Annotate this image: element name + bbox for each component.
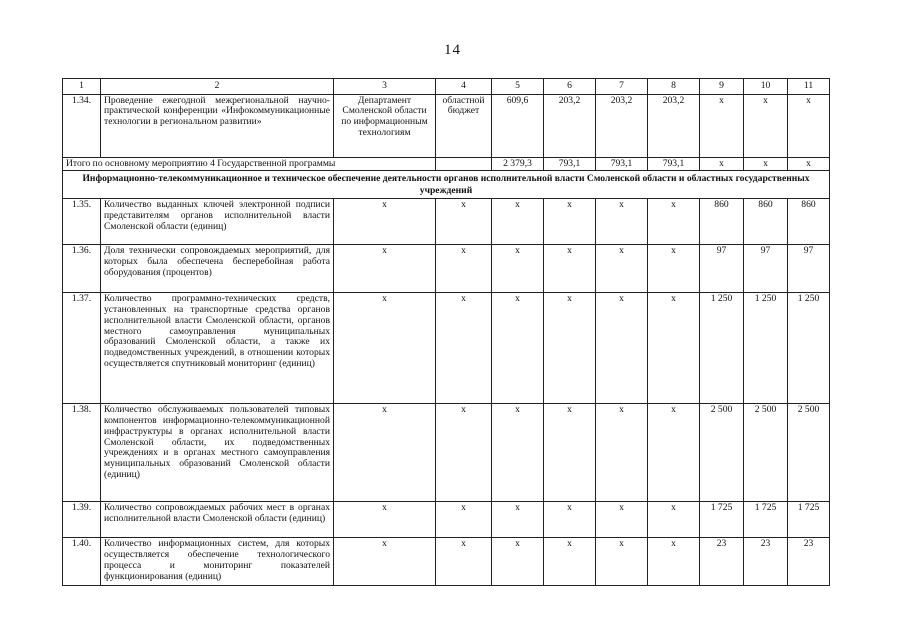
row-value: х [492, 538, 544, 586]
row-value: 860 [788, 199, 830, 245]
column-header: 7 [596, 79, 648, 95]
column-header: 6 [544, 79, 596, 95]
row-value: 97 [788, 245, 830, 293]
row-value: х [544, 245, 596, 293]
row-description: Количество информационных систем, для которых осуществляется обеспечение технологического процесса и мониторинг показателей функционирования (единиц) [101, 538, 334, 586]
row-value: х [544, 502, 596, 538]
row-value: х [648, 199, 700, 245]
row-value: х [700, 94, 744, 157]
column-header: 4 [436, 79, 492, 95]
row-value: 97 [744, 245, 788, 293]
row-description: Проведение ежегодной межрегиональной научно-практической конференции «Инфокоммуникационные технологии в региональном развитии» [101, 94, 334, 157]
row-executor: Департамент Смоленской области по информационным технологиям [334, 94, 436, 157]
row-value: х [648, 404, 700, 502]
row-value: х [334, 502, 436, 538]
section-header-row [63, 171, 830, 199]
row-value: х [492, 293, 544, 404]
total-value: 793,1 [596, 157, 648, 171]
column-header: 9 [700, 79, 744, 95]
row-value: х [492, 404, 544, 502]
row-value: х [334, 293, 436, 404]
row-value: 203,2 [596, 94, 648, 157]
row-value: х [544, 404, 596, 502]
row-value: 2 500 [744, 404, 788, 502]
column-header: 3 [334, 79, 436, 95]
row-value: 1 725 [788, 502, 830, 538]
row-value: 1 250 [744, 293, 788, 404]
row-value: 860 [700, 199, 744, 245]
table-row [63, 245, 830, 293]
row-number: 1.35. [63, 199, 101, 245]
row-value: х [648, 245, 700, 293]
row-value: х [648, 502, 700, 538]
row-value: х [492, 245, 544, 293]
row-value: х [596, 502, 648, 538]
table-row [63, 404, 830, 502]
page-number: 14 [444, 42, 461, 58]
total-value: 2 379,3 [492, 157, 544, 171]
row-value: х [492, 502, 544, 538]
row-value: х [334, 245, 436, 293]
row-value: х [492, 199, 544, 245]
row-value: 2 500 [700, 404, 744, 502]
total-value: 793,1 [648, 157, 700, 171]
row-value: 97 [700, 245, 744, 293]
row-value: 23 [744, 538, 788, 586]
row-value: х [436, 404, 492, 502]
row-value: х [648, 538, 700, 586]
row-value: х [596, 404, 648, 502]
total-label: Итого по основному мероприятию 4 Государственной программы [63, 157, 436, 171]
row-description: Количество сопровождаемых рабочих мест в органах исполнительной власти Смоленской области (единиц) [101, 502, 334, 538]
row-number: 1.38. [63, 404, 101, 502]
table-row [63, 538, 830, 586]
row-value: х [334, 538, 436, 586]
row-description: Количество программно-технических средств, установленных на транспортные средства органов исполнительной власти Смоленской области, органов местного самоуправления муниципальных образований Смоленской области, а также их подведомственных учреждений, в отношении которых осуществляется спутниковый мониторинг (единиц) [101, 293, 334, 404]
row-value: х [596, 293, 648, 404]
row-value: х [436, 293, 492, 404]
row-value: 2 500 [788, 404, 830, 502]
total-value: х [700, 157, 744, 171]
row-value: х [596, 538, 648, 586]
total-value: х [788, 157, 830, 171]
table-row [63, 293, 830, 404]
row-value: 860 [744, 199, 788, 245]
row-value: 1 725 [744, 502, 788, 538]
row-value: 1 725 [700, 502, 744, 538]
table-row [63, 199, 830, 245]
row-value: 203,2 [648, 94, 700, 157]
row-number: 1.34. [63, 94, 101, 157]
total-value: 793,1 [544, 157, 596, 171]
row-value: 609,6 [492, 94, 544, 157]
row-description: Количество обслуживаемых пользователей типовых компонентов информационно-телекоммуникационной инфраструктуры в органах исполнительной власти Смоленской области, их подведомственных учреждениях и в органах местного самоуправления муниципальных образований Смоленской области (единиц) [101, 404, 334, 502]
total-empty-cell [436, 157, 492, 171]
row-value: х [436, 538, 492, 586]
column-header: 11 [788, 79, 830, 95]
section-title: Информационно-телекоммуникационное и техническое обеспечение деятельности органов исполнительной власти Смоленской области и областных государственных учреждений [63, 171, 830, 199]
row-description: Доля технически сопровождаемых мероприятий, для которых была обеспечена бесперебойная работа оборудования (процентов) [101, 245, 334, 293]
table-row [63, 94, 830, 157]
column-header: 5 [492, 79, 544, 95]
row-value: х [436, 245, 492, 293]
row-value: 23 [788, 538, 830, 586]
row-number: 1.39. [63, 502, 101, 538]
row-value: 203,2 [544, 94, 596, 157]
row-value: х [788, 94, 830, 157]
row-value: х [596, 199, 648, 245]
row-description: Количество выданных ключей электронной подписи представителям органов исполнительной власти Смоленской области (единиц) [101, 199, 334, 245]
program-table [62, 78, 830, 586]
column-header: 10 [744, 79, 788, 95]
row-funding-source: областной бюджет [436, 94, 492, 157]
row-value: 1 250 [700, 293, 744, 404]
row-value: х [334, 404, 436, 502]
total-value: х [744, 157, 788, 171]
row-value: х [436, 199, 492, 245]
row-value: х [648, 293, 700, 404]
row-value: х [544, 199, 596, 245]
row-number: 1.40. [63, 538, 101, 586]
row-value: 23 [700, 538, 744, 586]
row-value: х [544, 538, 596, 586]
column-header: 8 [648, 79, 700, 95]
row-value: х [544, 293, 596, 404]
row-value: х [744, 94, 788, 157]
total-row [63, 157, 830, 171]
row-value: х [596, 245, 648, 293]
row-value: х [334, 199, 436, 245]
column-header: 1 [63, 79, 101, 95]
table-row [63, 502, 830, 538]
column-number-row [63, 79, 830, 95]
column-header: 2 [101, 79, 334, 95]
row-value: х [436, 502, 492, 538]
row-number: 1.37. [63, 293, 101, 404]
row-number: 1.36. [63, 245, 101, 293]
row-value: 1 250 [788, 293, 830, 404]
